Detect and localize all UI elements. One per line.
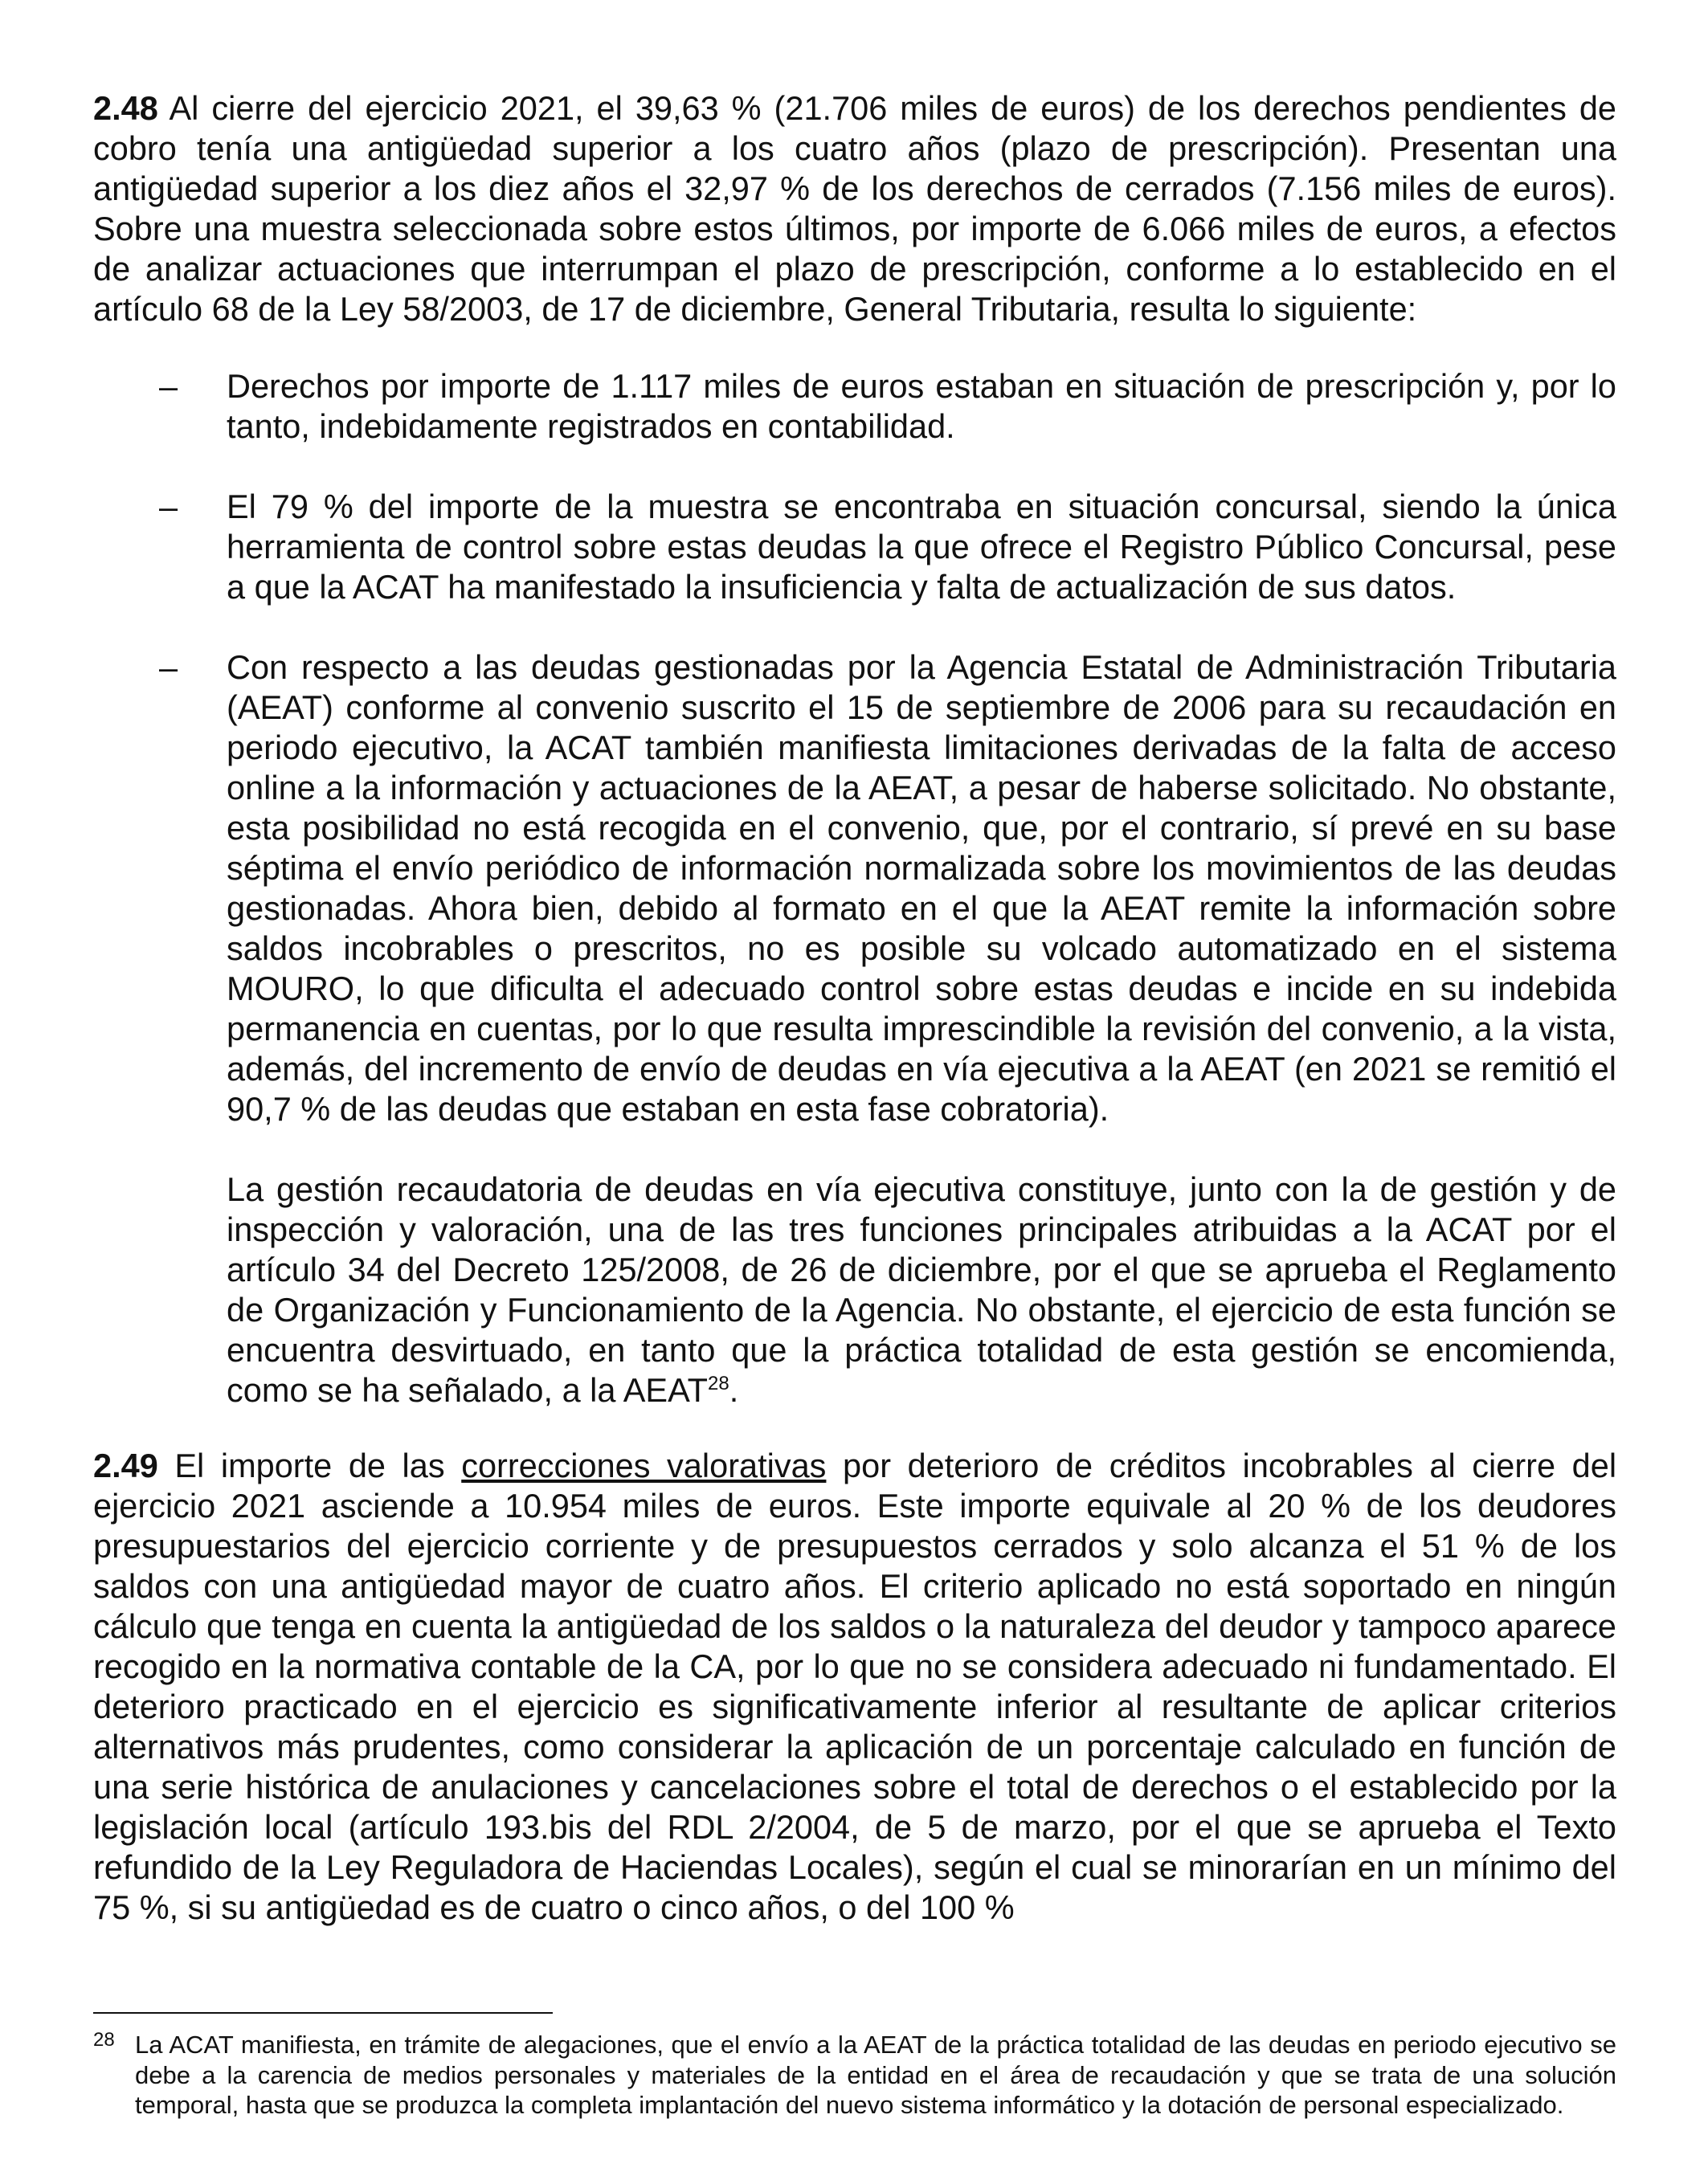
list-item — [93, 647, 1616, 1129]
report-page — [93, 88, 1616, 1928]
paragraph-end: . — [729, 1371, 739, 1409]
paragraph-number: 2.48 — [93, 89, 158, 127]
paragraph-2-48 — [93, 88, 1616, 329]
dash-bullet: – — [159, 488, 178, 525]
paragraph-2-49 — [93, 1446, 1616, 1928]
list-item — [93, 366, 1616, 447]
footnote-reference[interactable]: 28 — [708, 1373, 729, 1395]
indented-paragraph — [93, 1170, 1616, 1410]
list-item-text: Derechos por importe de 1.117 miles de euros estaban en situación de prescripción y, por lo tanto, indebidamente registrados en contabilidad. — [227, 367, 1616, 445]
paragraph-number: 2.49 — [93, 1447, 158, 1484]
underlined-term: correcciones valorativas — [461, 1447, 827, 1484]
footnote — [93, 2030, 1616, 2121]
footnote-text: La ACAT manifiesta, en trámite de alegaciones, que el envío a la AEAT de la práctica totalidad de las deudas en periodo ejecutivo se debe a la carencia de medios personales y materiales de la entidad en el área de recaudación y que se trata de una solución temporal, hasta que se produzca la completa implantación del nuevo sistema informático y la dotación de personal especializado. — [135, 2031, 1616, 2119]
paragraph-text: La gestión recaudatoria de deudas en vía ejecutiva constituye, junto con la de gestión y de inspección y valoración, una de las tres funciones principales atribuidas a la ACAT por el artículo 34 del Decreto 125/2008, de 26 de diciembre, por el que se aprueba el Reglamento de Organización y Funcionamiento de la Agencia. No obstante, el ejercicio de esta función se encuentra desvirtuado, en tanto que la práctica totalidad de esta gestión se encomienda, como se ha señalado, a la AEAT — [227, 1170, 1616, 1409]
footnote-number: 28 — [93, 2029, 115, 2051]
findings-list — [93, 366, 1616, 1129]
dash-bullet: – — [159, 648, 178, 686]
footnote-divider — [93, 2012, 553, 2014]
paragraph-text: Al cierre del ejercicio 2021, el 39,63 % (21.706 miles de euros) de los derechos pendientes de cobro tenía una antigüedad superior a los cuatro años (plazo de prescripción). Presentan una antigüedad superior a los diez años el 32,97 % de los derechos de cerrados (7.156 miles de euros). Sobre una muestra seleccionada sobre estos últimos, por importe de 6.066 miles de euros, a efectos de analizar actuaciones que interrumpan el plazo de prescripción, conforme a lo establecido en el artículo 68 de la Ley 58/2003, de 17 de diciembre, General Tributaria, resulta lo siguiente: — [93, 89, 1616, 328]
paragraph-text-pre: El importe de las — [174, 1447, 445, 1484]
list-item-text: Con respecto a las deudas gestionadas por la Agencia Estatal de Administración Tributaria (AEAT) conforme al convenio suscrito el 15 de septiembre de 2006 para su recaudación en periodo ejecutivo, la ACAT también manifiesta limitaciones derivadas de la falta de acceso online a la información y actuaciones de la AEAT, a pesar de haberse solicitado. No obstante, esta posibilidad no está recogida en el convenio, que, por el contrario, sí prevé en su base séptima el envío periódico de información normalizada sobre los movimientos de las deudas gestionadas. Ahora bien, debido al formato en el que la AEAT remite la información sobre saldos incobrables o prescritos, no es posible su volcado automatizado en el sistema MOURO, lo que dificulta el adecuado control sobre estas deudas e incide en su indebida permanencia en cuentas, por lo que resulta imprescindible la revisión del convenio, a la vista, además, del incremento de envío de deudas en vía ejecutiva a la AEAT (en 2021 se remitió el 90,7 % de las deudas que estaban en esta fase cobratoria). — [227, 648, 1616, 1128]
list-item-text: El 79 % del importe de la muestra se encontraba en situación concursal, siendo la única herramienta de control sobre estas deudas la que ofrece el Registro Público Concursal, pese a que la ACAT ha manifestado la insuficiencia y falta de actualización de sus datos. — [227, 488, 1616, 606]
paragraph-text-post: por deterioro de créditos incobrables al cierre del ejercicio 2021 asciende a 10.954 miles de euros. Este importe equivale al 20 % de los deudores presupuestarios del ejercicio corriente y de presupuestos cerrados y solo alcanza el 51 % de los saldos con una antigüedad mayor de cuatro años. El criterio aplicado no está soportado en ningún cálculo que tenga en cuenta la antigüedad de los saldos o la naturaleza del deudor y tampoco aparece recogido en la normativa contable de la CA, por lo que no se considera adecuado ni fundamentado. El deterioro practicado en el ejercicio es significativamente inferior al resultante de aplicar criterios alternativos más prudentes, como considerar la aplicación de un porcentaje calculado en función de una serie histórica de anulaciones y cancelaciones sobre el total de derechos o el establecido por la legislación local (artículo 193.bis del RDL 2/2004, de 5 de marzo, por el que se aprueba el Texto refundido de la Ley Reguladora de Haciendas Locales), según el cual se minorarían en un mínimo del 75 %, si su antigüedad es de cuatro o cinco años, o del 100 % — [93, 1447, 1617, 1926]
list-item — [93, 487, 1616, 607]
dash-bullet: – — [159, 367, 178, 405]
